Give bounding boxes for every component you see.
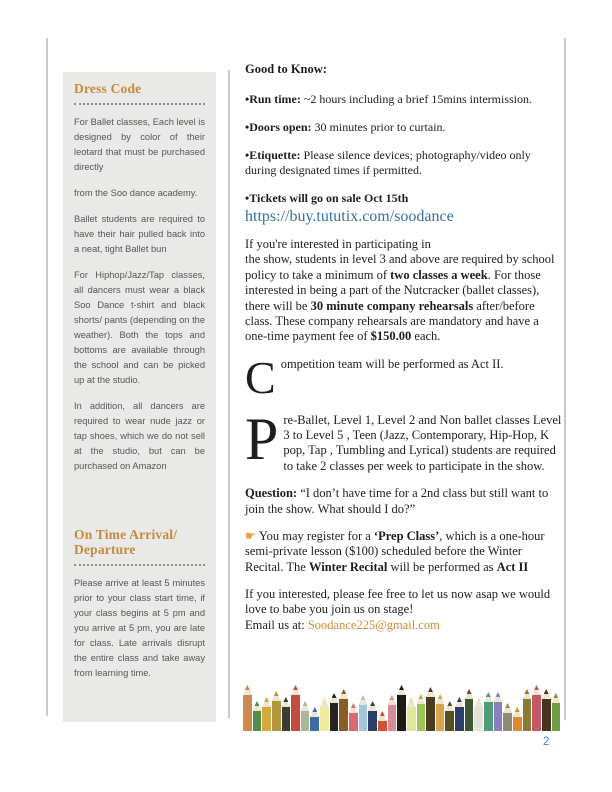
pencil — [417, 694, 426, 731]
pencil — [330, 693, 339, 731]
main-column — [245, 62, 562, 645]
participation-paragraph: If you're interested in participating in the show, students in level 3 and above are required by school policy to take a minimum of two classes a week. For those interested in being a part of the Nutcracker (ballet classes), there will be 30 minute company rehearsals after/before class. These company rehearsals are mandatory and have a one-time payment fee of $150.00 each. — [245, 237, 555, 344]
pencil — [513, 707, 522, 731]
pencil — [368, 701, 377, 731]
pencil — [436, 694, 445, 731]
pencil — [445, 701, 454, 731]
pencil — [532, 685, 541, 731]
pencil — [542, 689, 551, 731]
pencil — [282, 697, 291, 731]
preballet-text: re-Ballet, Level 1, Level 2 and Non ballet classes Level 3 to Level 5 , Teen (Jazz, Contemporary, Hip-Hop, K pop, Tap , Tumbling and Lyrical) students are required to take 2 classes per week to participate in the show. — [283, 412, 562, 473]
pencil — [474, 697, 483, 731]
pencil — [320, 697, 329, 731]
email-link[interactable]: Soodance225@gmail.com — [307, 617, 440, 632]
dress-code-paragraph: from the Soo dance academy. — [74, 187, 198, 198]
pencil — [388, 695, 397, 731]
closing-paragraph: If you interested, please fee free to let us now asap we would love to babe you join us on stage! Email us at: Soodance225@gmail.com — [245, 587, 551, 632]
right-margin-rule — [564, 38, 566, 720]
pencil — [552, 693, 561, 731]
dotted-divider — [74, 564, 205, 566]
pencil — [253, 701, 262, 731]
dress-code-heading: Dress Code — [74, 81, 142, 96]
page-number: 2 — [543, 736, 550, 748]
pencil — [494, 692, 503, 731]
pencil — [262, 697, 271, 731]
bullet-doors-open: •Doors open: 30 minutes prior to curtain. — [245, 120, 446, 134]
colored-pencils-illustration — [243, 685, 561, 731]
good-to-know-heading: Good to Know: — [245, 62, 327, 76]
dropcap-p: P — [245, 405, 279, 472]
competition-paragraph — [245, 351, 562, 403]
pencil — [301, 701, 310, 731]
pencil — [349, 703, 358, 731]
column-divider-rule — [228, 70, 230, 718]
ticket-purchase-link[interactable]: https://buy.tututix.com/soodance — [245, 208, 454, 225]
pencil — [407, 697, 416, 731]
pencil — [339, 689, 348, 731]
pencil — [397, 685, 406, 731]
pencil — [426, 687, 435, 731]
question-paragraph: Question: “I don’t have time for a 2nd class but still want to join the show. What should I do?” — [245, 486, 549, 516]
competition-text: ompetition team will be performed as Act II. — [280, 356, 504, 371]
pencil — [310, 707, 319, 731]
pencil — [503, 703, 512, 731]
pencil — [523, 689, 532, 731]
dress-code-paragraph: Ballet students are required to have their hair pulled back into a neat, tight Ballet bun — [74, 213, 205, 254]
bullet-etiquette: •Etiquette: Please silence devices; photography/video only during designated times if permitted. — [245, 148, 531, 177]
dress-code-paragraph: For Hiphop/Jazz/Tap classes, all dancers must wear a black Soo Dance t-shirt and black shorts/ pants (depending on the weather). Both the tops and bottoms are available through the school and can be picked up at the studio. — [74, 269, 205, 386]
dropcap-c: C — [245, 351, 276, 403]
dress-code-paragraph: For Ballet classes, Each level is designed by color of their leotard that must be purchased directly — [74, 116, 205, 172]
pencil — [359, 695, 368, 731]
preballet-paragraph — [245, 405, 562, 475]
pencil — [455, 697, 464, 731]
bullet-run-time: •Run time: ~2 hours including a brief 15mins intermission. — [245, 92, 533, 106]
dress-code-paragraph: In addition, all dancers are required to wear nude jazz or tap shoes, which we do not sell at the studio, but can be purchased on Amazon — [74, 401, 205, 472]
prep-class-paragraph: ☛ You may register for a ‘Prep Class’, which is a one-hour semi-private lesson ($100) scheduled before the Winter Recital. The Winter Recital will be performed as Act II — [245, 528, 545, 574]
dotted-divider — [74, 103, 205, 105]
pencil — [465, 689, 474, 731]
on-time-heading: On Time Arrival/ Departure — [74, 526, 178, 558]
on-time-paragraph: Please arrive at least 5 minutes prior to your class start time, if your class begins at 5 pm and you arrive at 5 pm, you are late for class. Late arrivals disrupt the entire class and take away from learning time. — [74, 577, 205, 678]
pencil — [484, 692, 493, 731]
pencil — [291, 685, 300, 731]
pencil — [243, 685, 252, 731]
pointing-finger-icon: ☛ — [245, 528, 259, 543]
pencil — [272, 691, 281, 731]
pencil — [378, 711, 387, 731]
left-margin-rule — [46, 38, 48, 716]
sidebar-panel — [63, 72, 216, 722]
bullet-tickets: •Tickets will go on sale Oct 15th — [245, 191, 409, 205]
